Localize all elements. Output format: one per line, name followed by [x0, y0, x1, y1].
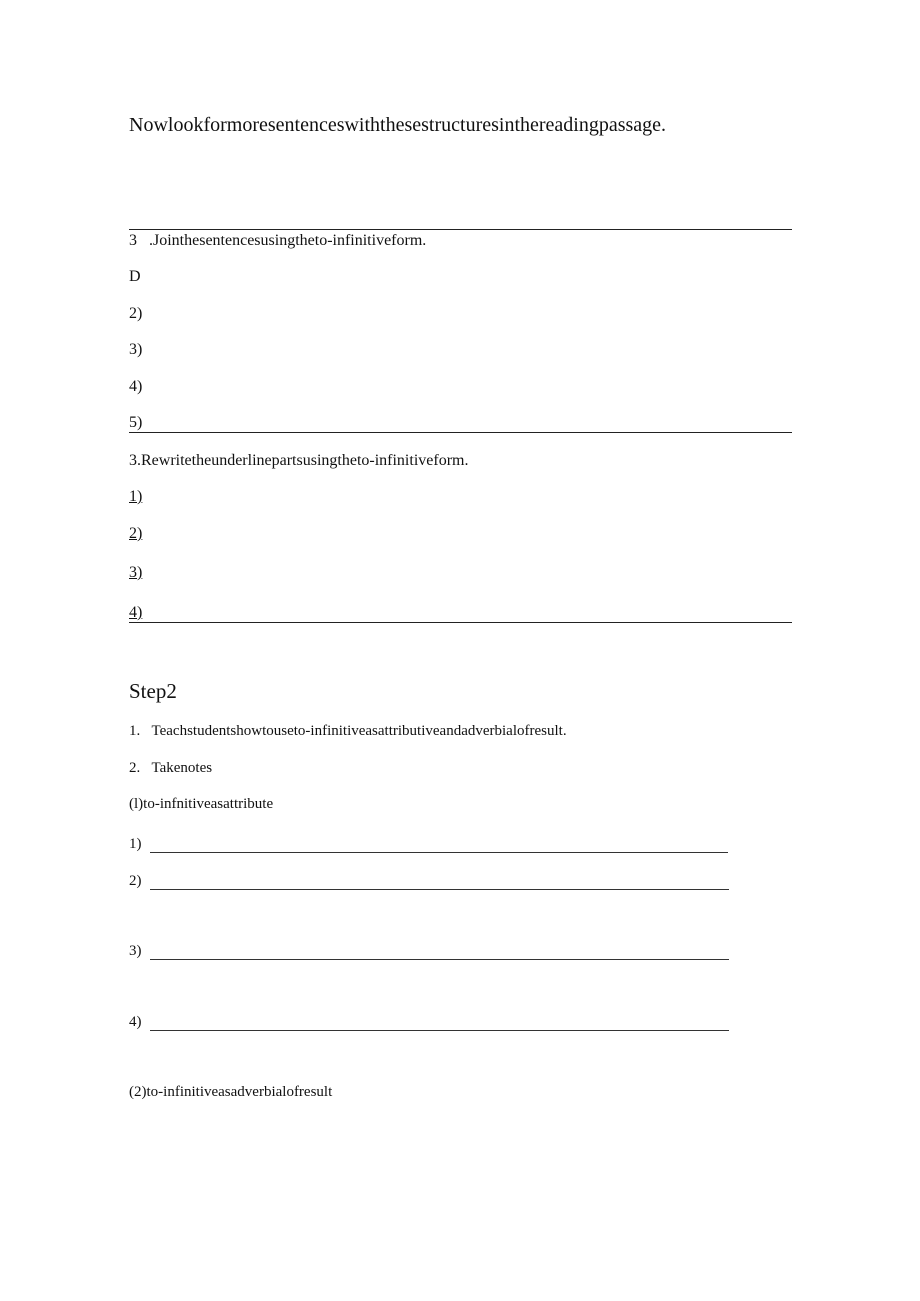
step2-item2: 2. Takenotes	[129, 760, 213, 776]
step2-subheading-result: (2)to-infinitiveasadverbialofresult	[129, 1084, 333, 1100]
step2-subheading-attribute: (l)to-infnitiveasattribute	[129, 796, 274, 812]
step2-heading: Step2	[129, 679, 177, 703]
section3b-item: 4)	[129, 604, 143, 621]
section3a-item: 3)	[129, 341, 143, 358]
divider-top	[129, 229, 792, 230]
section3a-item: 4)	[129, 378, 143, 395]
section3b-item: 2)	[129, 525, 143, 542]
step2-item1: 1. Teachstudentshowtouseto-infinitiveasattributiveandadverbialofresult.	[129, 723, 567, 739]
note-blank-line[interactable]	[150, 1030, 729, 1031]
note-blank-line[interactable]	[150, 959, 729, 960]
section3b-item: 1)	[129, 488, 143, 505]
divider-mid	[129, 432, 792, 433]
note-blank-label: 1)	[129, 836, 142, 852]
section3a-item: 2)	[129, 305, 143, 322]
note-blank-label: 2)	[129, 873, 142, 889]
section3a-item: 5)	[129, 414, 143, 431]
note-blank-label: 4)	[129, 1014, 142, 1030]
note-blank-label: 3)	[129, 943, 142, 959]
section3a-title: 3 .Jointhesentencesusingtheto-infinitiveform.	[129, 232, 427, 249]
intro-text: Nowlookformoresentenceswiththesestructuresinthereadingpassage.	[129, 114, 667, 136]
note-blank-line[interactable]	[150, 852, 728, 853]
divider-bottom	[129, 622, 792, 623]
note-blank-line[interactable]	[150, 889, 729, 890]
section3b-title: 3.Rewritetheunderlinepartsusingtheto-infinitiveform.	[129, 452, 469, 469]
section3b-item: 3)	[129, 564, 143, 581]
section3a-item: D	[129, 268, 141, 285]
